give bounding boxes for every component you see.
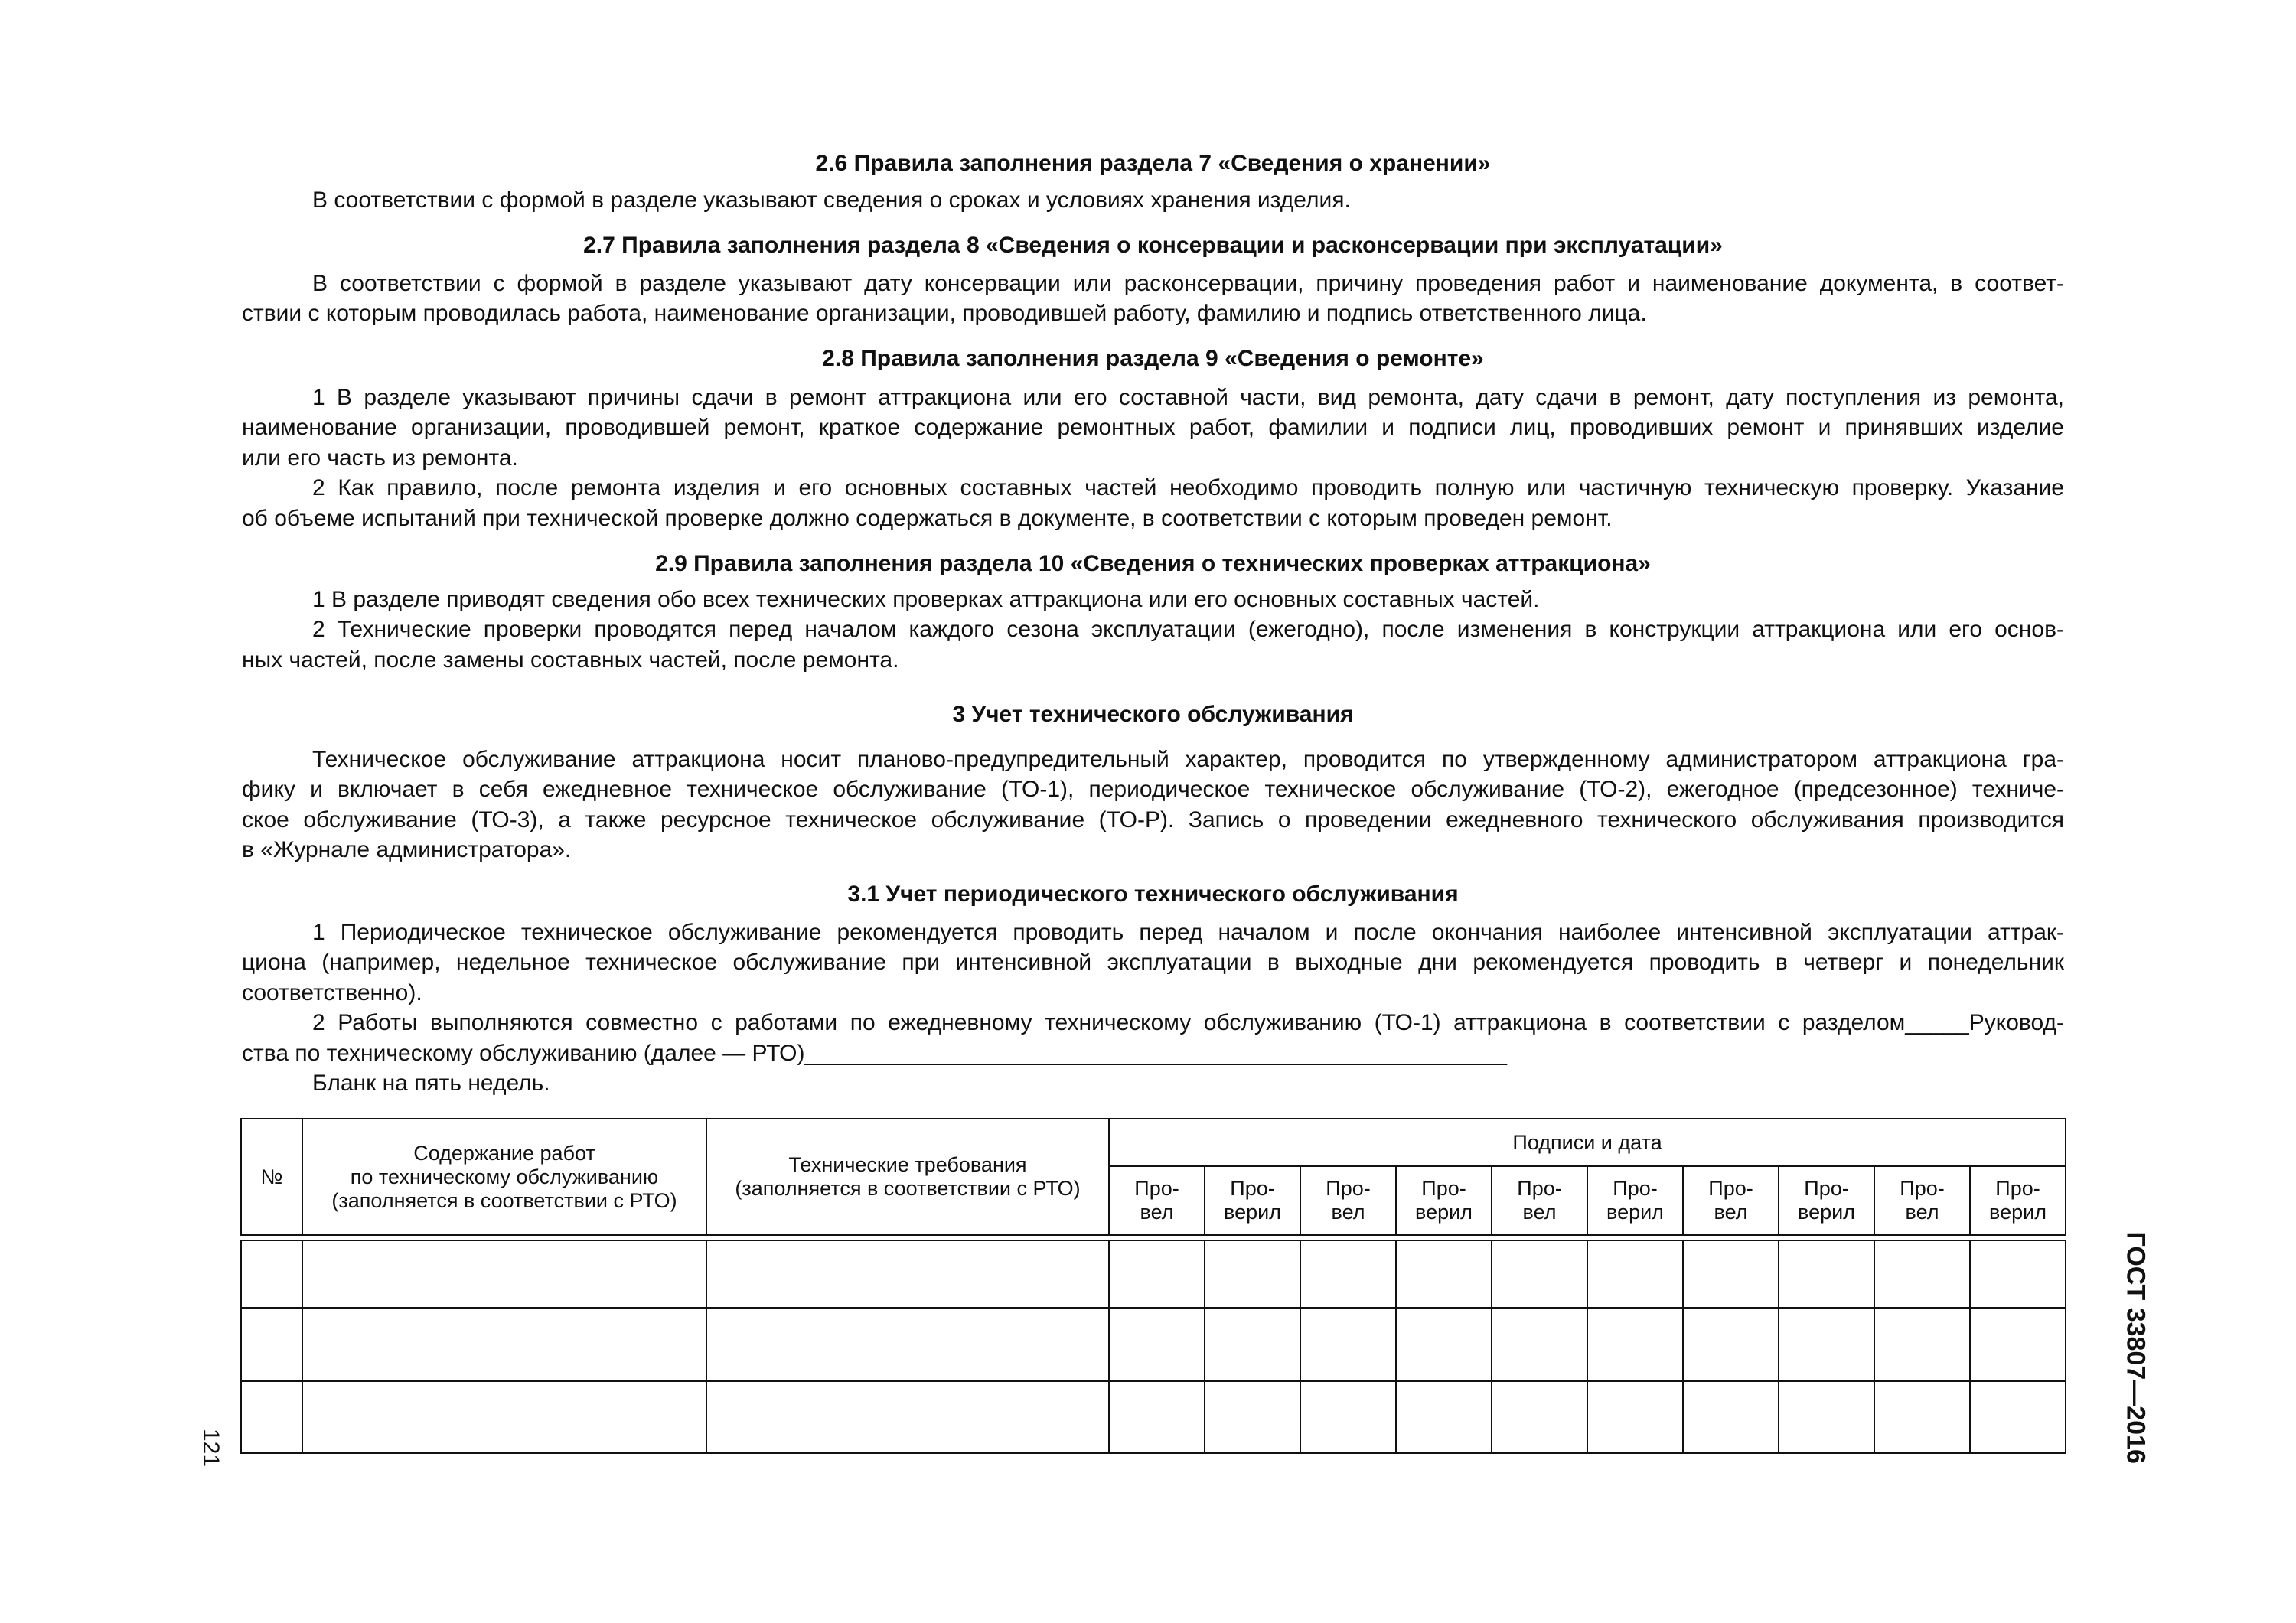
paragraph xyxy=(242,383,2064,473)
table-cell[interactable] xyxy=(706,1240,1109,1308)
header-line: вел xyxy=(1905,1201,1939,1224)
table-cell[interactable] xyxy=(1205,1381,1300,1453)
paragraph-line: 1 Периодическое техническое обслуживание рекомендуется проводить перед началом и после окончания наиболее интенсивной эксплуатации аттрак- xyxy=(312,920,2064,945)
header-line: вел xyxy=(1331,1201,1365,1224)
section-heading: 3.1 Учет периодического технического обслуживания xyxy=(847,882,1459,907)
table-cell[interactable] xyxy=(1109,1381,1205,1453)
table-cell[interactable] xyxy=(302,1308,706,1381)
table-cell[interactable] xyxy=(241,1308,302,1381)
table-cell[interactable] xyxy=(302,1240,706,1308)
header-line: Про- xyxy=(1708,1177,1753,1200)
paragraph-line: Техническое обслуживание аттракциона носит планово-предупредительный характер, проводится по утвержденному администратором аттракциона гра- xyxy=(312,747,2064,772)
paragraph xyxy=(242,269,2064,329)
standard-id: ГОСТ 33807—2016 xyxy=(2121,1231,2151,1464)
section-heading: 2.7 Правила заполнения раздела 8 «Сведения о консервации и расконсервации при эксплуатации» xyxy=(583,233,1723,258)
table-cell[interactable] xyxy=(1396,1240,1492,1308)
table-cell[interactable] xyxy=(1683,1308,1779,1381)
header-line: верил xyxy=(1989,1201,2047,1224)
paragraph xyxy=(242,473,2064,533)
table-cell[interactable] xyxy=(1205,1308,1300,1381)
header-performed xyxy=(1109,1166,1205,1235)
header-checked xyxy=(1587,1166,1683,1235)
paragraph-line: в «Журнале администратора». xyxy=(242,837,572,863)
header-line: верил xyxy=(1415,1201,1473,1224)
table-cell[interactable] xyxy=(241,1381,302,1453)
table-row xyxy=(241,1240,2066,1308)
header-line: вел xyxy=(1140,1201,1174,1224)
paragraph-line: наименование организации, проводившей ремонт, краткое содержание ремонтных работ, фамилии и подписи лиц, проводивших ремонт и принявших изделие xyxy=(242,415,2064,441)
table-cell[interactable] xyxy=(1300,1240,1396,1308)
table-cell[interactable] xyxy=(1874,1381,1970,1453)
header-work-content xyxy=(302,1119,706,1235)
paragraph xyxy=(242,745,2064,865)
header-checked xyxy=(1970,1166,2066,1235)
header-line: Про- xyxy=(1421,1177,1466,1200)
header-checked xyxy=(1205,1166,1300,1235)
table-cell[interactable] xyxy=(706,1308,1109,1381)
table-cell[interactable] xyxy=(1109,1308,1205,1381)
paragraph xyxy=(242,1068,2064,1098)
table-cell[interactable] xyxy=(241,1240,302,1308)
paragraph-line: циона (например, недельное техническое обслуживание при интенсивной эксплуатации в выходные дни рекомендуется проводить в четверг и понедельник xyxy=(242,950,2064,976)
table-cell[interactable] xyxy=(1970,1381,2066,1453)
header-performed xyxy=(1300,1166,1396,1235)
table-cell[interactable] xyxy=(1970,1240,2066,1308)
paragraph-line: ское обслуживание (ТО-3), а также ресурсное техническое обслуживание (ТО-Р). Запись о проведении ежедневного технического обслуживания производится xyxy=(242,807,2064,833)
table-cell[interactable] xyxy=(1300,1381,1396,1453)
table-cell[interactable] xyxy=(1779,1240,1874,1308)
header-line: (заполняется в соответствии с РТО) xyxy=(735,1177,1081,1200)
table-cell[interactable] xyxy=(1396,1308,1492,1381)
paragraph xyxy=(242,917,2064,1008)
header-line: верил xyxy=(1798,1201,1855,1224)
header-line: Про- xyxy=(1900,1177,1945,1200)
table-cell[interactable] xyxy=(1683,1240,1779,1308)
table-cell[interactable] xyxy=(1874,1240,1970,1308)
table-cell[interactable] xyxy=(1109,1240,1205,1308)
table-cell[interactable] xyxy=(1970,1308,2066,1381)
header-line: Про- xyxy=(1326,1177,1371,1200)
paragraph-line: об объеме испытаний при технической проверке должно содержаться в документе, в соответствии с которым проведен ремонт. xyxy=(242,505,1613,531)
header-line: (заполняется в соответствии с РТО) xyxy=(331,1188,677,1212)
table-cell[interactable] xyxy=(1779,1308,1874,1381)
paragraph-line: соответственно). xyxy=(242,979,422,1005)
paragraph-line: 1 В разделе приводят сведения обо всех технических проверках аттракциона или его основных составных частей. xyxy=(312,587,1540,612)
paragraph-line: 2 Работы выполняются совместно с работами по ежедневному техническому обслуживанию (ТО-1) аттракциона в соответствии с разделом_____Руковод- xyxy=(312,1010,2064,1036)
table-cell[interactable] xyxy=(1587,1308,1683,1381)
header-line: по техническому обслуживанию xyxy=(350,1165,659,1188)
header-number: № xyxy=(241,1119,302,1235)
maintenance-form-table xyxy=(240,1118,2066,1454)
paragraph-line: В соответствии с формой в разделе указывают сведения о сроках и условиях хранения изделия. xyxy=(312,187,1351,213)
table-cell[interactable] xyxy=(302,1381,706,1453)
paragraph-line: или его часть из ремонта. xyxy=(242,445,518,471)
paragraph xyxy=(242,614,2064,675)
table-cell[interactable] xyxy=(706,1381,1109,1453)
header-checked xyxy=(1396,1166,1492,1235)
section-heading: 2.8 Правила заполнения раздела 9 «Сведения о ремонте» xyxy=(822,346,1484,371)
section-heading: 2.9 Правила заполнения раздела 10 «Сведения о технических проверках аттракциона» xyxy=(655,551,1651,576)
section-heading: 3 Учет технического обслуживания xyxy=(952,702,1354,727)
paragraph xyxy=(242,585,2064,614)
header-line: вел xyxy=(1714,1201,1748,1224)
header-line: вел xyxy=(1522,1201,1557,1224)
table-cell[interactable] xyxy=(1492,1308,1587,1381)
header-line: верил xyxy=(1224,1201,1281,1224)
table-cell[interactable] xyxy=(1396,1381,1492,1453)
table-row xyxy=(241,1381,2066,1453)
table-cell[interactable] xyxy=(1683,1381,1779,1453)
page-number: 121 xyxy=(198,1428,224,1468)
table-cell[interactable] xyxy=(1874,1308,1970,1381)
header-signatures: Подписи и дата xyxy=(1109,1119,2066,1166)
header-tech-requirements xyxy=(706,1119,1109,1235)
paragraph-line: 2 Технические проверки проводятся перед началом каждого сезона эксплуатации (ежегодно), после изменения в конструкции аттракциона или его основ- xyxy=(312,617,2064,643)
header-line: Технические требования xyxy=(788,1153,1027,1176)
table-cell[interactable] xyxy=(1492,1381,1587,1453)
header-performed xyxy=(1874,1166,1970,1235)
double-rule xyxy=(241,1235,2066,1240)
table-cell[interactable] xyxy=(1205,1240,1300,1308)
header-line: Про- xyxy=(1613,1177,1658,1200)
paragraph-line: В соответствии с формой в разделе указывают дату консервации или расконсервации, причину проведения работ и наименование документа, в соответ- xyxy=(312,271,2064,296)
header-line: Про- xyxy=(1134,1177,1179,1200)
paragraph-line: 1 В разделе указывают причины сдачи в ремонт аттракциона или его составной части, вид ремонта, дату сдачи в ремонт, дату поступления из ремонта, xyxy=(312,385,2064,410)
paragraph xyxy=(242,185,2064,215)
table-cell[interactable] xyxy=(1587,1240,1683,1308)
header-line: верил xyxy=(1606,1201,1664,1224)
table-cell[interactable] xyxy=(1587,1381,1683,1453)
paragraph-line: ных частей, после замены составных частей, после ремонта. xyxy=(242,647,899,673)
paragraph xyxy=(242,1008,2064,1068)
paragraph-line: ства по техническому обслуживанию (далее — РТО)_______________________________________________________ xyxy=(242,1040,1508,1066)
header-line: Про- xyxy=(1230,1177,1275,1200)
header-line: Про- xyxy=(1804,1177,1849,1200)
header-line: Содержание работ xyxy=(413,1141,595,1165)
table-cell[interactable] xyxy=(1492,1240,1587,1308)
table-cell[interactable] xyxy=(1300,1308,1396,1381)
header-line: Про- xyxy=(1995,1177,2040,1200)
table-cell[interactable] xyxy=(1779,1381,1874,1453)
header-checked xyxy=(1779,1166,1874,1235)
paragraph-line: фику и включает в себя ежедневное техническое обслуживание (ТО-1), периодическое техническое обслуживание (ТО-2), ежегодное (предсезонное) техниче- xyxy=(242,777,2064,803)
paragraph-line: ствии с которым проводилась работа, наименование организации, проводившей работу, фамилию и подпись ответственного лица. xyxy=(242,301,1647,327)
paragraph-line: Бланк на пять недель. xyxy=(312,1071,550,1096)
header-performed xyxy=(1683,1166,1779,1235)
header-performed xyxy=(1492,1166,1587,1235)
table-row xyxy=(241,1308,2066,1381)
header-line: Про- xyxy=(1517,1177,1562,1200)
paragraph-line: 2 Как правило, после ремонта изделия и его основных составных частей необходимо проводить полную или частичную техническую проверку. Указание xyxy=(312,475,2064,501)
table-header-row xyxy=(241,1119,2066,1166)
section-heading: 2.6 Правила заполнения раздела 7 «Сведения о хранении» xyxy=(815,151,1491,176)
